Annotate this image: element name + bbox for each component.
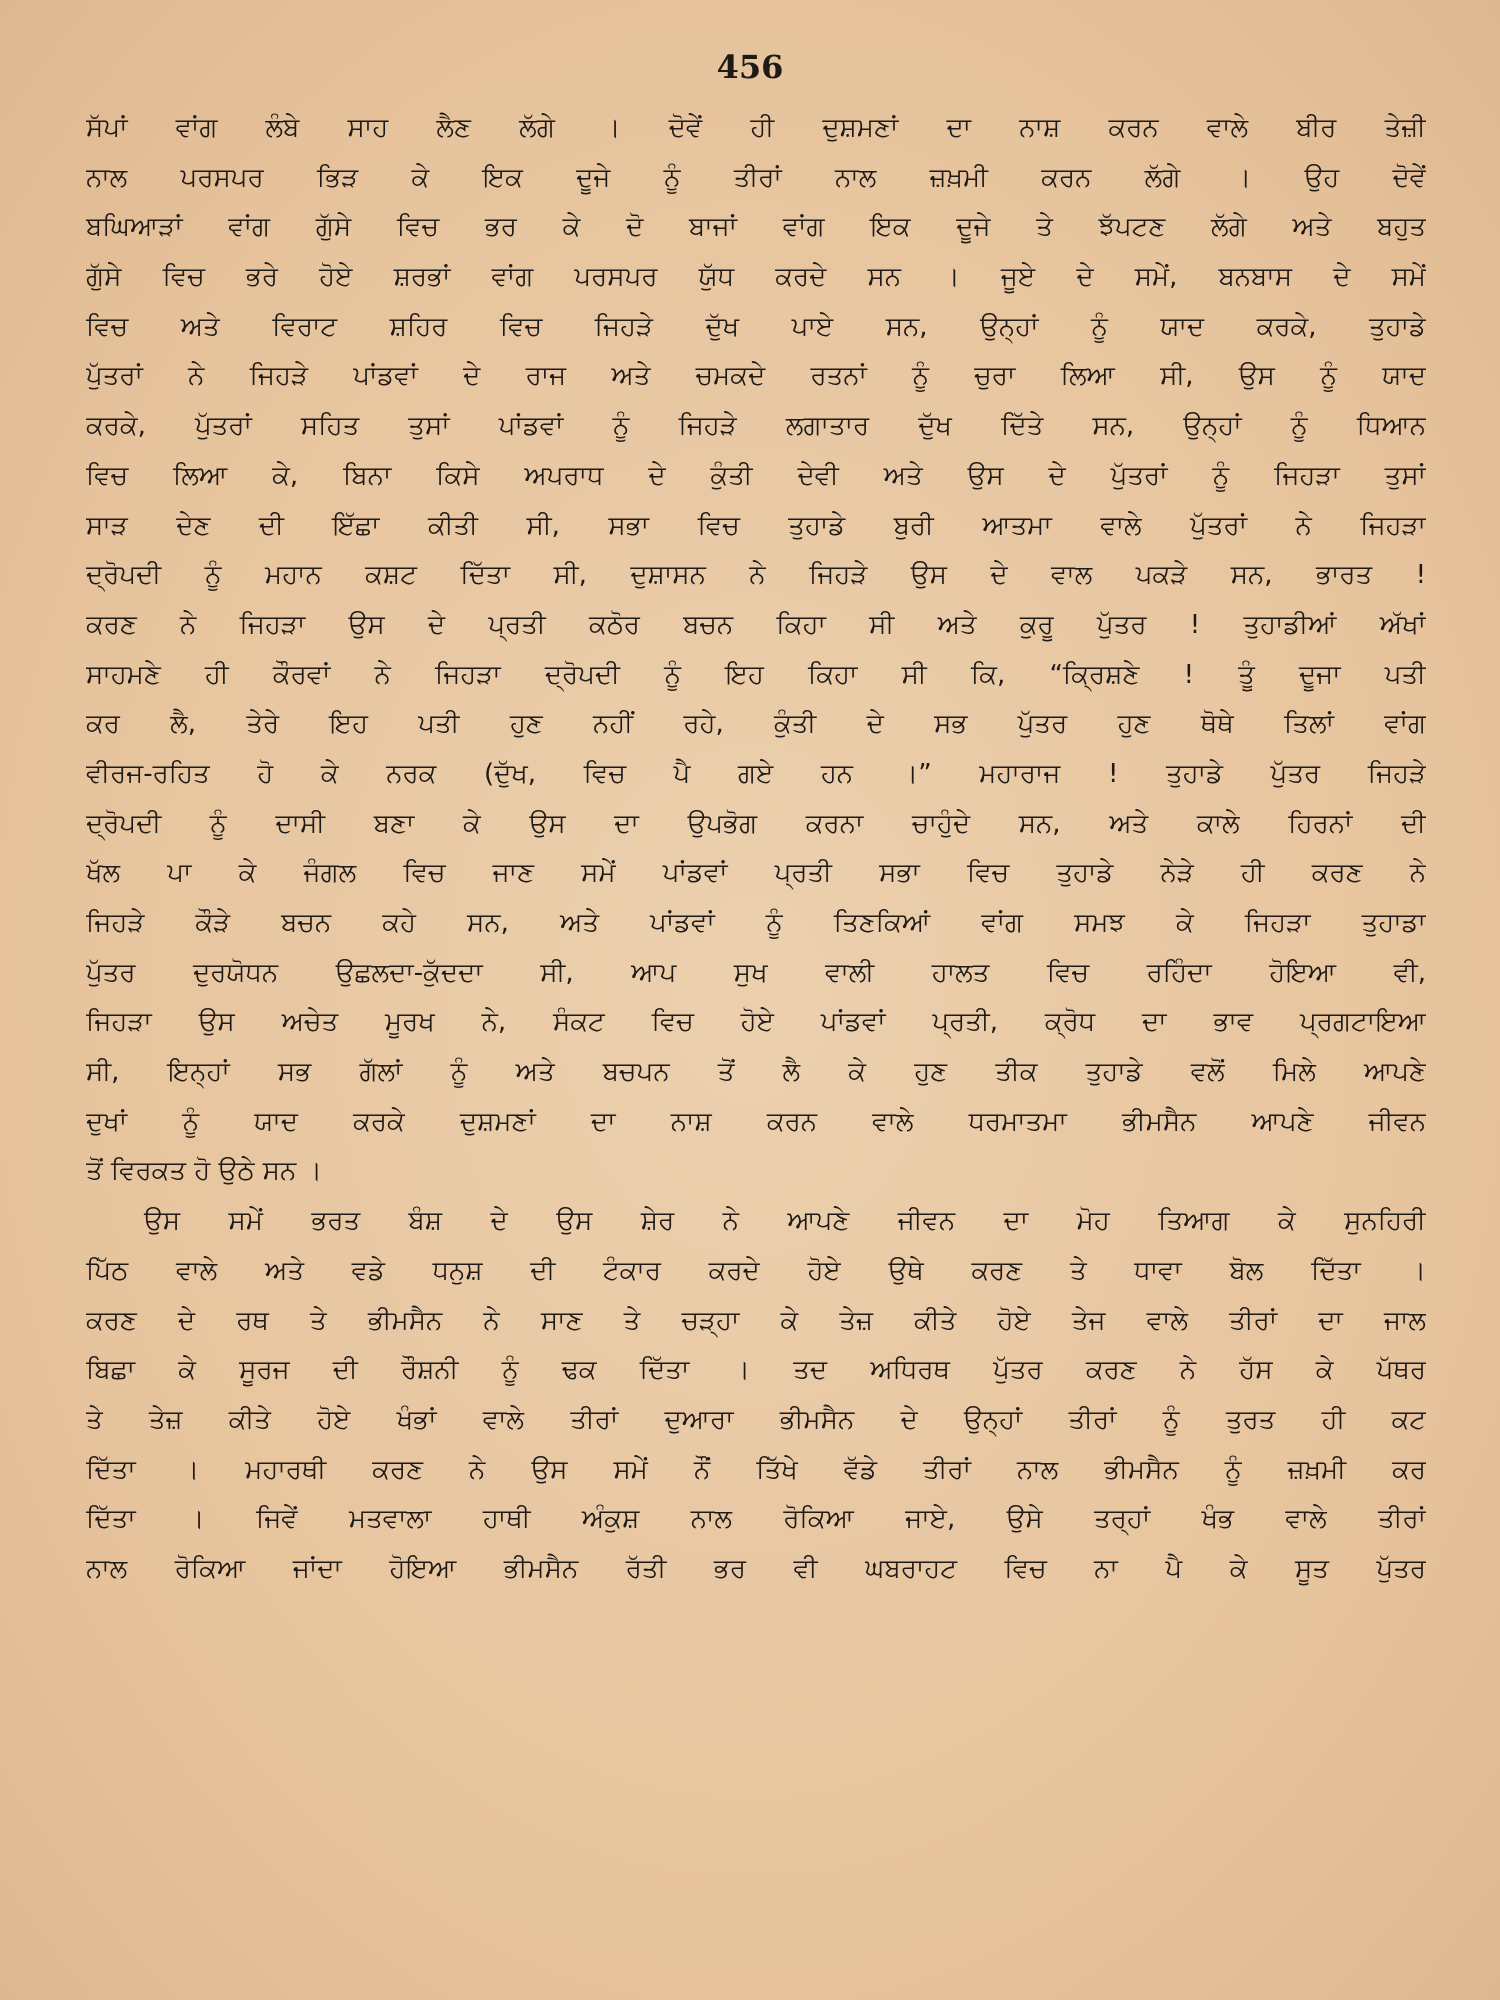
text-line: ਤੇ ਤੇਜ਼ ਕੀਤੇ ਹੋਏ ਖੰਭਾਂ ਵਾਲੇ ਤੀਰਾਂ ਦੁਆਰਾ ਭੀਮਸੈਨ ਦੇ ਉਨ੍ਹਾਂ ਤੀਰਾਂ ਨੂੰ ਤੁਰਤ ਹੀ ਕਟ xyxy=(86,1404,1426,1435)
text-line: ਪੁੱਤਰ ਦੁਰਯੋਧਨ ਉਛਲਦਾ-ਕੁੱਦਦਾ ਸੀ, ਆਪ ਸੁਖ ਵਾਲੀ ਹਾਲਤ ਵਿਚ ਰਹਿੰਦਾ ਹੋਇਆ ਵੀ, xyxy=(86,957,1426,988)
text-line: ਬਿਛਾ ਕੇ ਸੂਰਜ ਦੀ ਰੌਸ਼ਨੀ ਨੂੰ ਢਕ ਦਿੱਤਾ । ਤਦ ਅਧਿਰਥ ਪੁੱਤਰ ਕਰਣ ਨੇ ਹੱਸ ਕੇ ਪੱਥਰ xyxy=(86,1355,1426,1386)
text-line: ਖੱਲ ਪਾ ਕੇ ਜੰਗਲ ਵਿਚ ਜਾਣ ਸਮੇਂ ਪਾਂਡਵਾਂ ਪ੍ਰਤੀ ਸਭਾ ਵਿਚ ਤੁਹਾਡੇ ਨੇੜੇ ਹੀ ਕਰਣ ਨੇ xyxy=(86,858,1426,889)
text-line: ਕਰਣ ਦੇ ਰਥ ਤੇ ਭੀਮਸੈਨ ਨੇ ਸਾਣ ਤੇ ਚੜ੍ਹਾ ਕੇ ਤੇਜ਼ ਕੀਤੇ ਹੋਏ ਤੇਜ ਵਾਲੇ ਤੀਰਾਂ ਦਾ ਜਾਲ xyxy=(86,1305,1426,1336)
text-line: ਕਰ ਲੈ, ਤੇਰੇ ਇਹ ਪਤੀ ਹੁਣ ਨਹੀਂ ਰਹੇ, ਕੁੰਤੀ ਦੇ ਸਭ ਪੁੱਤਰ ਹੁਣ ਥੋਥੇ ਤਿਲਾਂ ਵਾਂਗ xyxy=(86,709,1426,740)
text-line: ਜਿਹੜਾ ਉਸ ਅਚੇਤ ਮੂਰਖ ਨੇ, ਸੰਕਟ ਵਿਚ ਹੋਏ ਪਾਂਡਵਾਂ ਪ੍ਰਤੀ, ਕ੍ਰੋਧ ਦਾ ਭਾਵ ਪ੍ਰਗਟਾਇਆ xyxy=(86,1007,1426,1038)
text-line: ਸਾੜ ਦੇਣ ਦੀ ਇੱਛਾ ਕੀਤੀ ਸੀ, ਸਭਾ ਵਿਚ ਤੁਹਾਡੇ ਬੁਰੀ ਆਤਮਾ ਵਾਲੇ ਪੁੱਤਰਾਂ ਨੇ ਜਿਹੜਾ xyxy=(86,510,1426,541)
text-line: ਪੁੱਤਰਾਂ ਨੇ ਜਿਹੜੇ ਪਾਂਡਵਾਂ ਦੇ ਰਾਜ ਅਤੇ ਚਮਕਦੇ ਰਤਨਾਂ ਨੂੰ ਚੁਰਾ ਲਿਆ ਸੀ, ਉਸ ਨੂੰ ਯਾਦ xyxy=(86,361,1426,392)
text-line: ਨਾਲ ਰੋਕਿਆ ਜਾਂਦਾ ਹੋਇਆ ਭੀਮਸੈਨ ਰੱਤੀ ਭਰ ਵੀ ਘਬਰਾਹਟ ਵਿਚ ਨਾ ਪੈ ਕੇ ਸੂਤ ਪੁੱਤਰ xyxy=(86,1553,1426,1584)
page-number: 456 xyxy=(716,48,784,86)
text-line: ਸੀ, ਇਨ੍ਹਾਂ ਸਭ ਗੱਲਾਂ ਨੂੰ ਅਤੇ ਬਚਪਨ ਤੋਂ ਲੈ ਕੇ ਹੁਣ ਤੀਕ ਤੁਹਾਡੇ ਵਲੋਂ ਮਿਲੇ ਆਪਣੇ xyxy=(86,1057,1426,1088)
text-line: ਪਿੱਠ ਵਾਲੇ ਅਤੇ ਵਡੇ ਧਨੁਸ਼ ਦੀ ਟੰਕਾਰ ਕਰਦੇ ਹੋਏ ਉਥੇ ਕਰਣ ਤੇ ਧਾਵਾ ਬੋਲ ਦਿੱਤਾ । xyxy=(86,1255,1426,1286)
text-line: ਵਿਚ ਲਿਆ ਕੇ, ਬਿਨਾ ਕਿਸੇ ਅਪਰਾਧ ਦੇ ਕੁੰਤੀ ਦੇਵੀ ਅਤੇ ਉਸ ਦੇ ਪੁੱਤਰਾਂ ਨੂੰ ਜਿਹੜਾ ਤੁਸਾਂ xyxy=(86,460,1426,491)
page-body-text xyxy=(86,104,1426,1595)
text-line: ਕਰਕੇ, ਪੁੱਤਰਾਂ ਸਹਿਤ ਤੁਸਾਂ ਪਾਂਡਵਾਂ ਨੂੰ ਜਿਹੜੇ ਲਗਾਤਾਰ ਦੁੱਖ ਦਿੱਤੇ ਸਨ, ਉਨ੍ਹਾਂ ਨੂੰ ਧਿਆਨ xyxy=(86,411,1426,442)
text-line: ਜਿਹੜੇ ਕੌੜੇ ਬਚਨ ਕਹੇ ਸਨ, ਅਤੇ ਪਾਂਡਵਾਂ ਨੂੰ ਤਿਣਕਿਆਂ ਵਾਂਗ ਸਮਝ ਕੇ ਜਿਹੜਾ ਤੁਹਾਡਾ xyxy=(86,908,1426,938)
text-line: ਤੋਂ ਵਿਰਕਤ ਹੋ ਉਠੇ ਸਨ । xyxy=(86,1156,323,1187)
text-line: ਨਾਲ ਪਰਸਪਰ ਭਿੜ ਕੇ ਇਕ ਦੂਜੇ ਨੂੰ ਤੀਰਾਂ ਨਾਲ ਜ਼ਖ਼ਮੀ ਕਰਨ ਲੱਗੇ । ਉਹ ਦੋਵੇਂ xyxy=(86,162,1426,193)
text-line: ਸਾਹਮਣੇ ਹੀ ਕੌਰਵਾਂ ਨੇ ਜਿਹੜਾ ਦ੍ਰੋਪਦੀ ਨੂੰ ਇਹ ਕਿਹਾ ਸੀ ਕਿ, “ਕ੍ਰਿਸ਼ਣੇ ! ਤੂੰ ਦੂਜਾ ਪਤੀ xyxy=(86,659,1426,690)
text-line: ਗੁੱਸੇ ਵਿਚ ਭਰੇ ਹੋਏ ਸ਼ਰਭਾਂ ਵਾਂਗ ਪਰਸਪਰ ਯੁੱਧ ਕਰਦੇ ਸਨ । ਜੂਏ ਦੇ ਸਮੇਂ, ਬਨਬਾਸ ਦੇ ਸਮੇਂ xyxy=(86,262,1426,293)
text-line: ਦੁਖਾਂ ਨੂੰ ਯਾਦ ਕਰਕੇ ਦੁਸ਼ਮਣਾਂ ਦਾ ਨਾਸ਼ ਕਰਨ ਵਾਲੇ ਧਰਮਾਤਮਾ ਭੀਮਸੈਨ ਆਪਣੇ ਜੀਵਨ xyxy=(86,1106,1426,1137)
text-line: ਦ੍ਰੋਪਦੀ ਨੂੰ ਦਾਸੀ ਬਣਾ ਕੇ ਉਸ ਦਾ ਉਪਭੋਗ ਕਰਨਾ ਚਾਹੁੰਦੇ ਸਨ, ਅਤੇ ਕਾਲੇ ਹਿਰਨਾਂ ਦੀ xyxy=(86,808,1426,839)
text-line: ਕਰਣ ਨੇ ਜਿਹੜਾ ਉਸ ਦੇ ਪ੍ਰਤੀ ਕਠੋਰ ਬਚਨ ਕਿਹਾ ਸੀ ਅਤੇ ਕੁਰੂ ਪੁੱਤਰ ! ਤੁਹਾਡੀਆਂ ਅੱਖਾਂ xyxy=(86,609,1426,640)
text-line: ਉਸ ਸਮੇਂ ਭਰਤ ਬੰਸ਼ ਦੇ ਉਸ ਸ਼ੇਰ ਨੇ ਆਪਣੇ ਜੀਵਨ ਦਾ ਮੋਹ ਤਿਆਗ ਕੇ ਸੁਨਹਿਰੀ xyxy=(144,1206,1426,1237)
text-line: ਸੱਪਾਂ ਵਾਂਗ ਲੰਬੇ ਸਾਹ ਲੈਣ ਲੱਗੇ । ਦੋਵੇਂ ਹੀ ਦੁਸ਼ਮਣਾਂ ਦਾ ਨਾਸ਼ ਕਰਨ ਵਾਲੇ ਬੀਰ ਤੇਜ਼ੀ xyxy=(86,113,1426,143)
text-line: ਦਿੱਤਾ । ਜਿਵੇਂ ਮਤਵਾਲਾ ਹਾਥੀ ਅੰਕੁਸ਼ ਨਾਲ ਰੋਕਿਆ ਜਾਏ, ਉਸੇ ਤਰ੍ਹਾਂ ਖੰਭ ਵਾਲੇ ਤੀਰਾਂ xyxy=(86,1504,1426,1535)
text-line: ਦ੍ਰੋਪਦੀ ਨੂੰ ਮਹਾਨ ਕਸ਼ਟ ਦਿੱਤਾ ਸੀ, ਦੁਸ਼ਾਸਨ ਨੇ ਜਿਹੜੇ ਉਸ ਦੇ ਵਾਲ ਪਕੜੇ ਸਨ, ਭਾਰਤ ! xyxy=(86,560,1426,591)
text-line: ਵਿਚ ਅਤੇ ਵਿਰਾਟ ਸ਼ਹਿਰ ਵਿਚ ਜਿਹੜੇ ਦੁੱਖ ਪਾਏ ਸਨ, ਉਨ੍ਹਾਂ ਨੂੰ ਯਾਦ ਕਰਕੇ, ਤੁਹਾਡੇ xyxy=(86,311,1426,342)
text-line: ਬਘਿਆੜਾਂ ਵਾਂਗ ਗੁੱਸੇ ਵਿਚ ਭਰ ਕੇ ਦੋ ਬਾਜਾਂ ਵਾਂਗ ਇਕ ਦੂਜੇ ਤੇ ਝੱਪਟਣ ਲੱਗੇ ਅਤੇ ਬਹੁਤ xyxy=(86,212,1426,243)
text-line: ਵੀਰਜ-ਰਹਿਤ ਹੋ ਕੇ ਨਰਕ (ਦੁੱਖ, ਵਿਚ ਪੈ ਗਏ ਹਨ ।” ਮਹਾਰਾਜ ! ਤੁਹਾਡੇ ਪੁੱਤਰ ਜਿਹੜੇ xyxy=(86,758,1426,789)
text-line: ਦਿੱਤਾ । ਮਹਾਰਥੀ ਕਰਣ ਨੇ ਉਸ ਸਮੇਂ ਨੌਂ ਤਿੱਖੇ ਵੱਡੇ ਤੀਰਾਂ ਨਾਲ ਭੀਮਸੈਨ ਨੂੰ ਜ਼ਖ਼ਮੀ ਕਰ xyxy=(86,1454,1426,1485)
